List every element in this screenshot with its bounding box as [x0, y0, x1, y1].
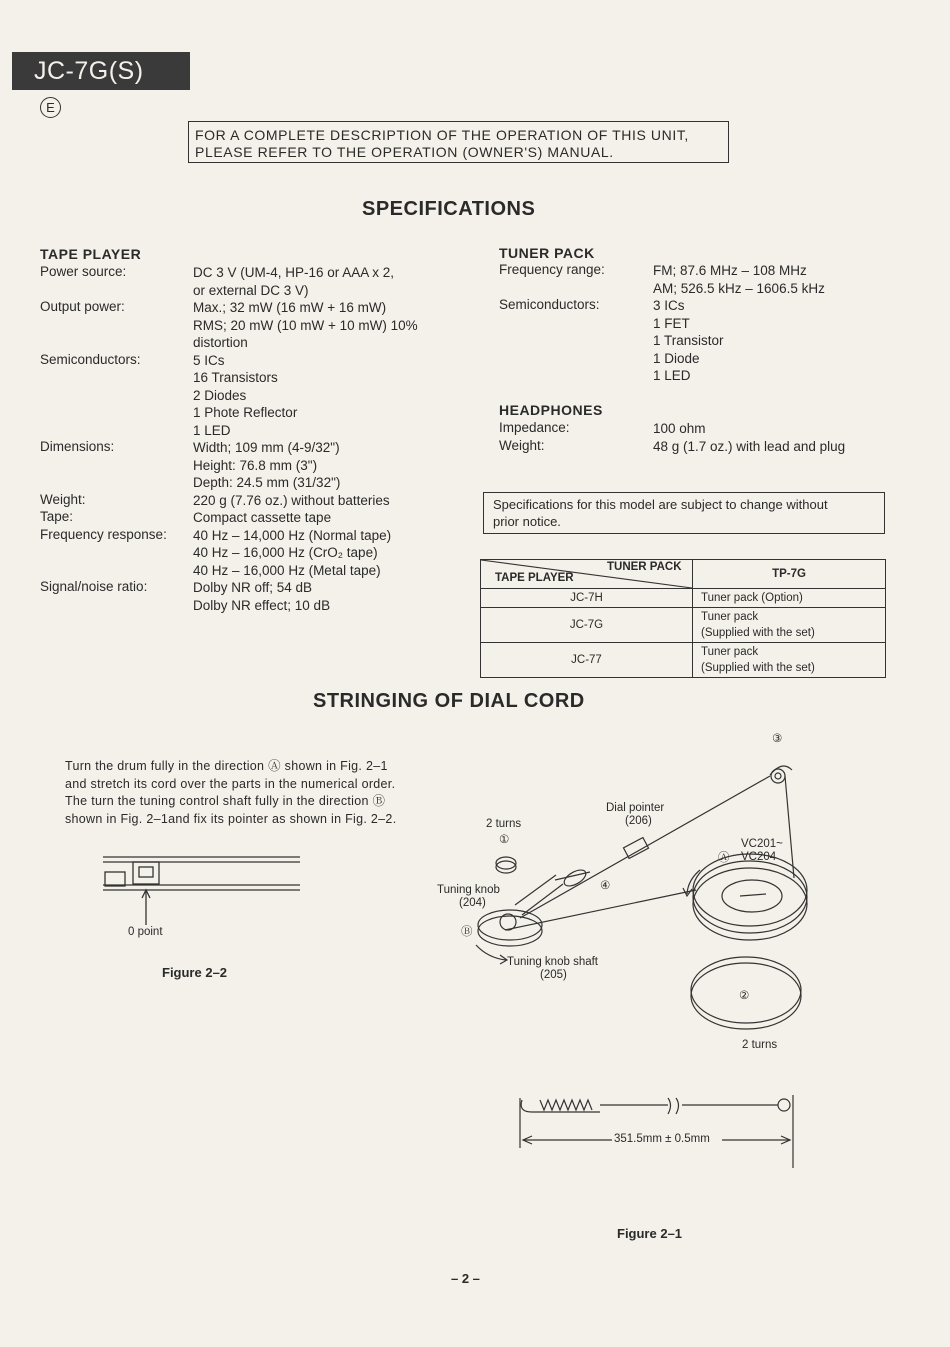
dial-pointer-label: Dial pointer [606, 802, 665, 814]
spec-label: Semiconductors: [499, 297, 600, 312]
spec-value: 40 Hz – 16,000 Hz (CrO₂ tape) [193, 545, 378, 560]
row-model: JC-7H [481, 589, 693, 608]
column-tp-7g: TP-7G [693, 560, 886, 589]
change-notice-line-2: prior notice. [493, 514, 561, 529]
tuning-knob-label: Tuning knob [437, 884, 500, 896]
row-desc: Tuner pack (Option) [693, 589, 886, 608]
row-desc-line: Tuner pack [701, 611, 759, 623]
change-notice-line-1: Specifications for this model are subject to change without [493, 497, 828, 512]
spec-value: 100 ohm [653, 421, 706, 436]
instruction-line: shown in Fig. 2–1and fix its pointer as shown in Fig. 2–2. [65, 811, 397, 826]
spec-value: 1 FET [653, 315, 690, 331]
spec-value: 1 LED [193, 422, 231, 438]
spec-label: Power source: [40, 264, 127, 279]
spec-value: 1 LED [653, 368, 691, 383]
direction-a-marker: Ⓐ [718, 852, 730, 864]
corner-tuner-pack: TUNER PACK [607, 561, 682, 573]
spec-value: 5 ICs [193, 352, 225, 368]
step-4-marker: ④ [600, 880, 611, 892]
specifications-heading: SPECIFICATIONS [362, 198, 536, 220]
tape-player-title: TAPE PLAYER [40, 246, 142, 262]
spec-value: or external DC 3 V) [193, 282, 309, 298]
tuning-knob-ref: (204) [459, 897, 486, 909]
direction-b-marker: Ⓑ [461, 926, 473, 938]
vc-label-line-2: VC204 [741, 851, 777, 863]
vc-label-line-1: VC201~ [741, 838, 783, 850]
dial-pointer-ref: (206) [625, 815, 652, 827]
spec-label: Frequency range: [499, 262, 605, 277]
spec-value: Max.; 32 mW (16 mW + 16 mW) [193, 300, 387, 315]
spec-label: Tape: [40, 509, 74, 524]
spec-value: Height: 76.8 mm (3") [193, 457, 318, 473]
row-desc-line: (Supplied with the set) [701, 662, 815, 674]
notice-line-1: FOR A COMPLETE DESCRIPTION OF THE OPERATION OF THIS UNIT, [195, 127, 689, 143]
spec-value: Dolby NR effect; 10 dB [193, 597, 331, 613]
row-desc-line: (Supplied with the set) [701, 627, 815, 639]
step-2-marker: ② [739, 990, 750, 1002]
spec-value: 48 g (1.7 oz.) with lead and plug [653, 438, 846, 454]
knob-shaft-label: Tuning knob shaft [507, 956, 598, 968]
tuner-pack-title: TUNER PACK [499, 245, 595, 261]
spec-value: Width; 109 mm (4-9/32") [193, 440, 340, 455]
spec-label: Frequency response: [40, 526, 167, 542]
spec-value: distortion [193, 335, 248, 350]
spec-value: 1 Transistor [653, 333, 724, 348]
spec-value: FM; 87.6 MHz – 108 MHz [653, 263, 807, 278]
spec-label: Output power: [40, 299, 125, 314]
spec-value: 40 Hz – 14,000 Hz (Normal tape) [193, 527, 392, 543]
figure-2-2-caption: Figure 2–2 [162, 965, 228, 980]
spec-value: Depth: 24.5 mm (31/32") [193, 475, 341, 490]
two-turns-bottom-label: 2 turns [742, 1039, 778, 1051]
spec-value: Dolby NR off; 54 dB [193, 580, 313, 595]
spec-label: Weight: [40, 491, 86, 507]
instruction-line: The turn the tuning control shaft fully in the direction Ⓑ [65, 794, 386, 808]
knob-shaft-ref: (205) [540, 969, 567, 981]
zero-point-label: 0 point [128, 926, 163, 938]
spec-label: Impedance: [499, 420, 570, 435]
spec-value: 1 Phote Reflector [193, 405, 298, 420]
spec-label: Signal/noise ratio: [40, 579, 148, 594]
row-model: JC-77 [481, 643, 693, 678]
row-model: JC-7G [481, 608, 693, 643]
region-mark: E [40, 97, 61, 118]
figure-2-2-drawing [103, 857, 300, 925]
headphones-title: HEADPHONES [499, 402, 603, 418]
stringing-heading: STRINGING OF DIAL CORD [313, 690, 585, 712]
spec-value: DC 3 V (UM-4, HP-16 or AAA x 2, [193, 265, 395, 280]
spec-value: 16 Transistors [193, 370, 278, 385]
spec-value: RMS; 20 mW (10 mW + 10 mW) 10% [193, 317, 418, 333]
two-turns-top-label: 2 turns [486, 818, 522, 830]
notice-line-2: PLEASE REFER TO THE OPERATION (OWNER'S) MANUAL. [195, 144, 614, 160]
instruction-line: and stretch its cord over the parts in the numerical order. [65, 776, 396, 791]
corner-tape-player: TAPE PLAYER [495, 572, 574, 584]
model-title: JC-7G(S) [12, 52, 190, 90]
spec-value: 220 g (7.76 oz.) without batteries [193, 492, 390, 508]
spec-label: Dimensions: [40, 439, 115, 454]
spec-value: Compact cassette tape [193, 510, 332, 525]
spec-value: 3 ICs [653, 298, 685, 313]
spec-value: 1 Diode [653, 350, 700, 366]
spec-value: 2 Diodes [193, 387, 247, 403]
spec-label: Weight: [499, 437, 545, 453]
page-number: – 2 – [451, 1271, 480, 1286]
figure-2-1-caption: Figure 2–1 [617, 1226, 683, 1241]
spec-value: 40 Hz – 16,000 Hz (Metal tape) [193, 562, 381, 578]
step-1-marker: ① [499, 834, 510, 846]
cord-length-label: 351.5mm ± 0.5mm [614, 1133, 710, 1145]
spec-value: AM; 526.5 kHz – 1606.5 kHz [653, 280, 825, 296]
spec-label: Semiconductors: [40, 351, 141, 367]
step-3-marker: ③ [772, 733, 783, 745]
instruction-line: Turn the drum fully in the direction Ⓐ shown in Fig. 2–1 [65, 759, 388, 773]
row-desc-line: Tuner pack [701, 646, 759, 658]
